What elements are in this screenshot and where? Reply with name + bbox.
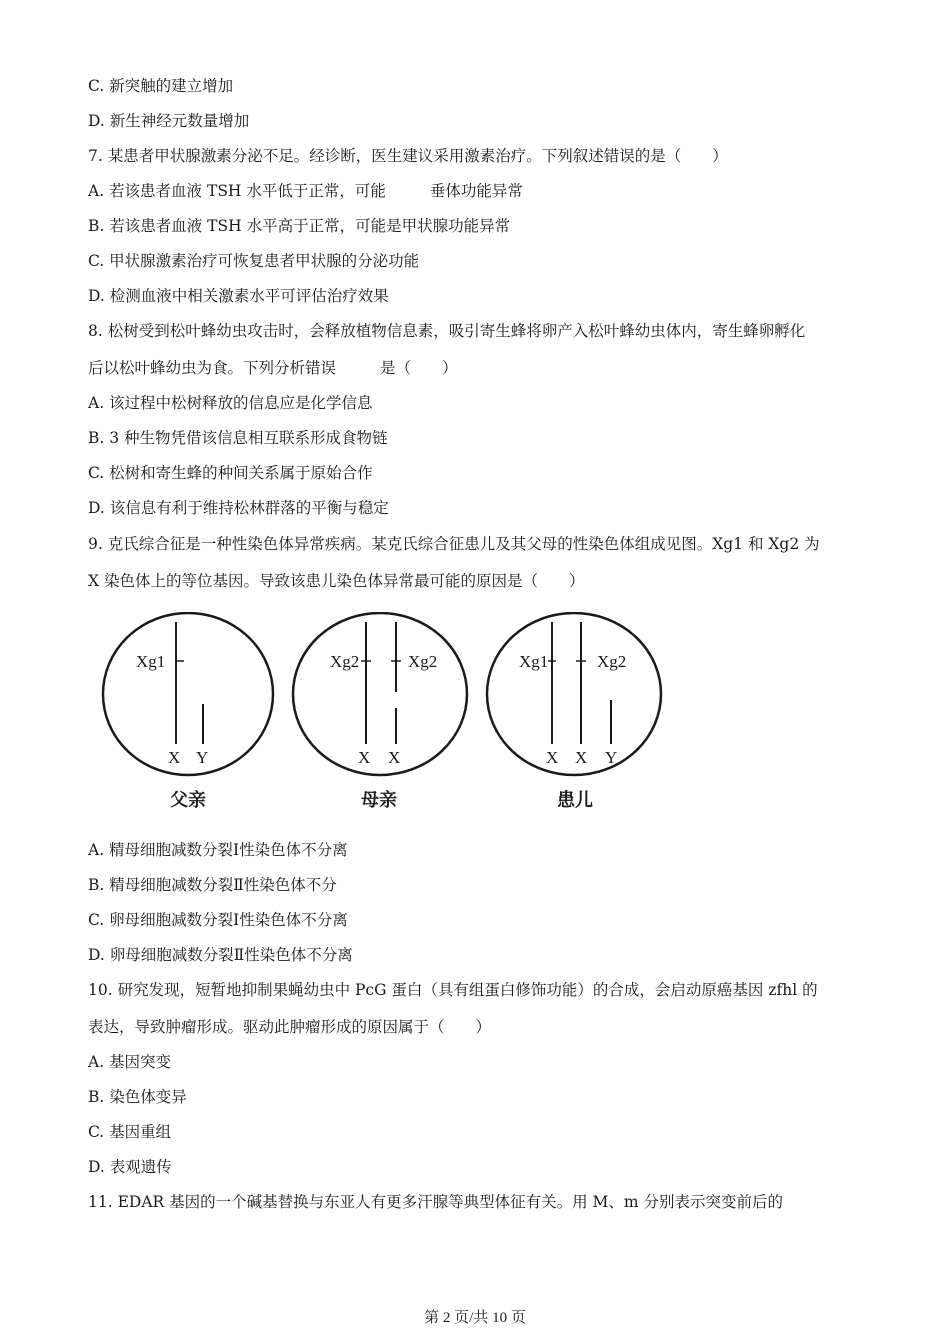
question-8-option-d: D. 该信息有利于维持松林群落的平衡与稳定 xyxy=(88,499,389,517)
question-9-stem-line1: 9. 克氏综合征是一种性染色体异常疾病。某克氏综合征患儿及其父母的性染色体组成见图。Xg1 和 Xg2 为 xyxy=(88,535,820,553)
question-10-option-d: D. 表观遗传 xyxy=(88,1158,172,1176)
q7-a-part2: 垂体功能异常 xyxy=(429,182,523,200)
father-gene-label: Xg1 xyxy=(136,652,166,671)
question-7-stem: 7. 某患者甲状腺激素分泌不足。经诊断，医生建议采用激素治疗。下列叙述错误的是（ ） xyxy=(88,147,728,165)
child-chr-y: Y xyxy=(605,748,618,767)
question-8-stem-line1: 8. 松树受到松叶蜂幼虫攻击时，会释放植物信息素，吸引寄生蜂将卵产入松叶蜂幼虫体内，寄生蜂卵孵化 xyxy=(88,322,806,340)
question-8-option-c: C. 松树和寄生蜂的种间关系属于原始合作 xyxy=(88,464,373,482)
mother-chr-x1: X xyxy=(358,748,371,767)
mother-cell xyxy=(293,613,467,811)
question-9-stem-line2: X 染色体上的等位基因。导致该患儿染色体异常最可能的原因是（ ） xyxy=(88,572,585,590)
mother-gene-left: Xg2 xyxy=(330,652,360,671)
child-gene-left: Xg1 xyxy=(519,652,549,671)
question-8-stem-line2 xyxy=(88,358,910,378)
question-9-option-d: D. 卵母细胞减数分裂Ⅱ性染色体不分离 xyxy=(88,946,353,964)
question-9-option-a: A. 精母细胞减数分裂Ⅰ性染色体不分离 xyxy=(88,841,348,859)
q8-stem2-part1: 后以松叶蜂幼虫为食。下列分析错误 xyxy=(88,359,337,377)
option-d-q6: D. 新生神经元数量增加 xyxy=(88,112,250,130)
question-7-option-b: B. 若该患者血液 TSH 水平高于正常，可能是甲状腺功能异常 xyxy=(88,217,511,235)
option-c-q6: C. 新突触的建立增加 xyxy=(88,77,234,95)
question-8-option-b: B. 3 种生物凭借该信息相互联系形成食物链 xyxy=(88,429,388,447)
question-9-option-b: B. 精母细胞减数分裂Ⅱ性染色体不分 xyxy=(88,876,337,894)
father-cell xyxy=(103,613,273,811)
father-chr-y: Y xyxy=(196,748,209,767)
question-7-option-a xyxy=(88,181,910,201)
question-9-option-c: C. 卵母细胞减数分裂Ⅰ性染色体不分离 xyxy=(88,911,348,929)
question-10-option-a: A. 基因突变 xyxy=(88,1053,172,1071)
mother-chr-x2: X xyxy=(388,748,401,767)
question-8-option-a: A. 该过程中松树释放的信息应是化学信息 xyxy=(88,394,373,412)
question-10-stem-line2: 表达，导致肿瘤形成。驱动此肿瘤形成的原因属于（ ） xyxy=(88,1018,492,1036)
page-number: 第 2 页/共 10 页 xyxy=(424,1310,526,1326)
child-chr-x2: X xyxy=(575,748,588,767)
child-chr-x1: X xyxy=(546,748,559,767)
question-7-option-c: C. 甲状腺激素治疗可恢复患者甲状腺的分泌功能 xyxy=(88,252,420,270)
mother-caption: 母亲 xyxy=(361,790,397,811)
question-10-stem-line1: 10. 研究发现，短暂地抑制果蝇幼虫中 PcG 蛋白（具有组蛋白修饰功能）的合成，会启动原癌基因 zfhl 的 xyxy=(88,981,818,999)
father-caption: 父亲 xyxy=(170,790,206,811)
child-cell xyxy=(487,613,661,811)
q7-a-part1: A. 若该患者血液 TSH 水平低于正常，可能 xyxy=(88,182,386,200)
question-7-option-d: D. 检测血液中相关激素水平可评估治疗效果 xyxy=(88,287,389,305)
child-gene-right: Xg2 xyxy=(597,652,627,671)
father-chr-x: X xyxy=(168,748,181,767)
mother-gene-right: Xg2 xyxy=(408,652,438,671)
question-11-stem: 11. EDAR 基因的一个碱基替换与东亚人有更多汗腺等典型体征有关。用 M、m 分别表示突变前后的 xyxy=(88,1193,784,1211)
question-10-option-c: C. 基因重组 xyxy=(88,1123,172,1141)
question-10-option-b: B. 染色体变异 xyxy=(88,1088,187,1106)
chromosome-figure xyxy=(100,612,670,822)
q8-stem2-part2: 是（ ） xyxy=(380,359,458,377)
child-caption: 患儿 xyxy=(557,790,593,811)
